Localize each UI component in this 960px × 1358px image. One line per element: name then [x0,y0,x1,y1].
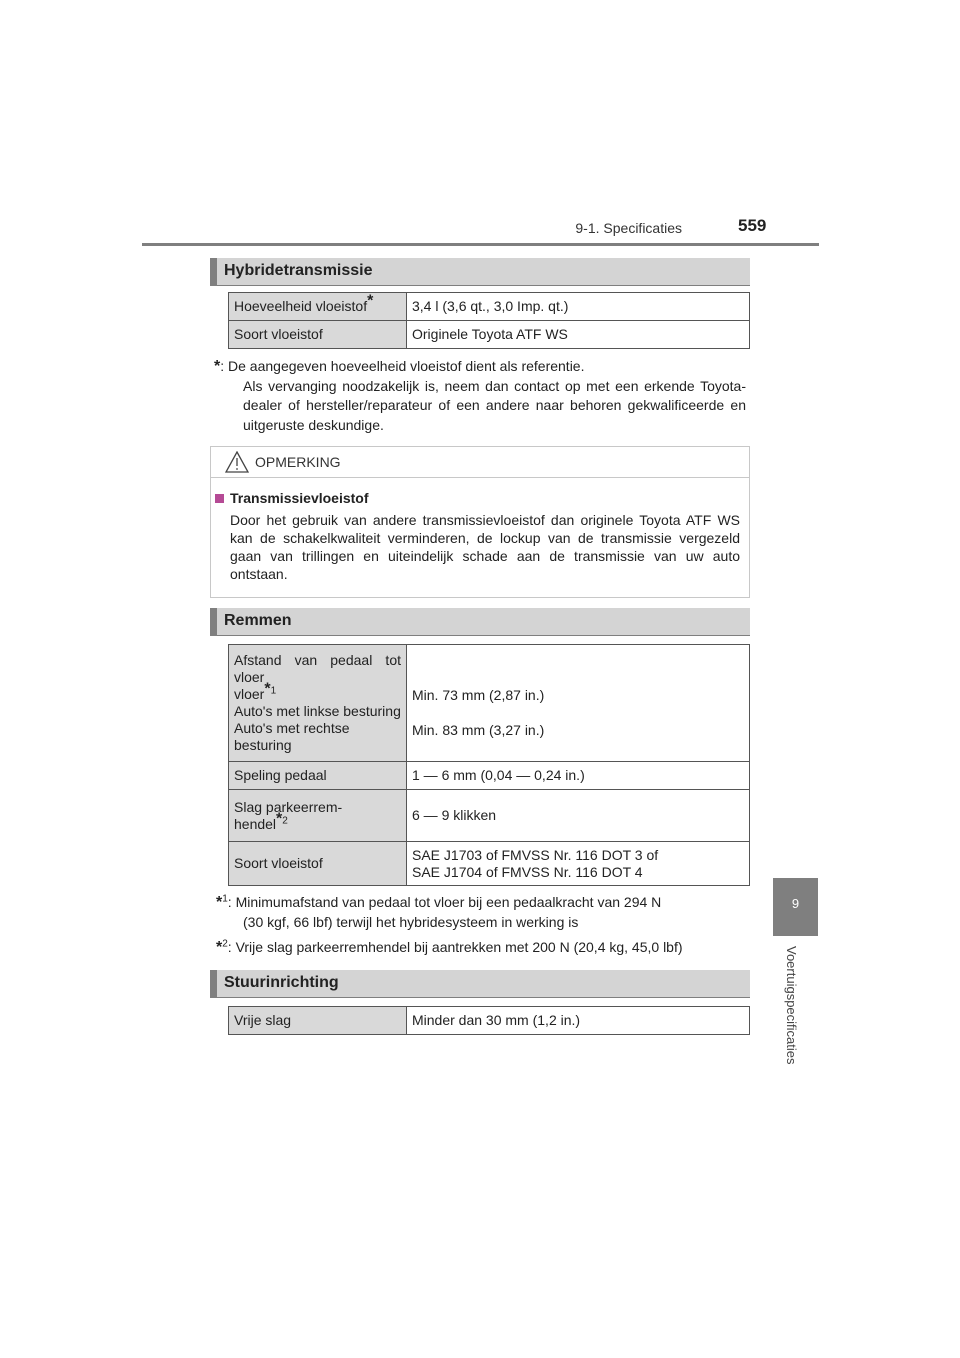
steering-table [228,1006,750,1035]
section-heading-steering-text: Stuurinrichting [224,974,339,991]
value-line: Min. 83 mm (3,27 in.) [412,722,545,738]
header-divider [142,243,819,246]
table-value: Originele Toyota ATF WS [407,321,750,349]
value-line: Min. 73 mm (2,87 in.) [412,687,545,703]
footnote-first-line: : Minimumafstand van pedaal tot vloer bij een pedaalkracht van 294 N [227,894,662,910]
table-value: 6 — 9 klikken [407,790,750,842]
page-number: 559 [738,216,767,235]
key-text: Hoeveelheid vloeistof [234,298,368,314]
section-heading-hybrid-text: Hybridetransmissie [224,262,373,279]
table-row [229,762,750,790]
table-key: Soort vloeistof [229,321,407,349]
key-line: Auto's met linkse besturing [234,703,401,719]
table-value [407,842,750,886]
key-line: Slag parkeerrem- [234,798,343,815]
key-line: Afstand van pedaal tot vloer [234,652,401,685]
table-row [229,293,750,321]
chapter-tab[interactable]: 9 [773,878,818,936]
chapter-label: Voertuigspecificaties [784,946,799,1065]
footnote-ref: 1 [222,893,228,905]
hybrid-table [228,292,750,349]
table-row [229,842,750,886]
section-heading-steering [210,970,750,998]
warning-triangle-icon [225,451,249,473]
table-key: Speling pedaal [229,762,407,790]
table-value: 1 — 6 mm (0,04 — 0,24 in.) [407,762,750,790]
footnote-first-line: : De aangegeven hoeveelheid vloeistof dient als referentie. [220,358,585,374]
table-value [407,645,750,762]
table-value: Minder dan 30 mm (1,2 in.) [407,1007,750,1035]
bullet-square-icon [215,494,224,503]
value-line: SAE J1703 of FMVSS Nr. 116 DOT 3 of [412,846,659,863]
footnote-text: : Vrije slag parkeerremhendel bij aantrekken met 200 N (20,4 kg, 45,0 lbf) [227,939,683,955]
value-line: SAE J1704 of FMVSS Nr. 116 DOT 4 [412,863,643,880]
footnote-ref: 2 [222,938,228,950]
table-row [229,645,750,762]
brakes-footnote-1: *$^1$: Minimumafstand van pedaal tot vloer bij een pedaalkracht van 294 N (30 kgf, 66 lbf) terwijl het hybridesysteem in werking is [216,893,748,932]
section-heading-brakes [210,608,750,636]
caution-body: Door het gebruik van andere transmissievloeistof dan originele Toyota ATF WS kan de schakelkwaliteit verminderen, de lockup van de transmissie vergezeld gaan van trillingen en uiteindelijk schade aan de transmissie van uw auto ontstaan. [230,512,740,582]
footnote-ref: 1 [270,685,277,697]
caution-subtitle-text: Transmissievloeistof [230,490,369,506]
key-line: hendel$^{*2}$ [234,809,288,832]
table-row [229,790,750,842]
brakes-footnote-2: *$^2$: Vrije slag parkeerremhendel bij aantrekken met 200 N (20,4 kg, 45,0 lbf) [216,938,683,956]
caution-subtitle [215,490,369,506]
table-key: Soort vloeistof [229,842,407,886]
table-key [229,790,407,842]
footnote-rest: Als vervanging noodzakelijk is, neem dan contact op met een erkende Toyota-dealer of hersteller/reparateur of een andere naar behoren gekwalificeerde en uitgeruste deskundige. [243,377,746,433]
caution-header [211,447,749,478]
brakes-table [228,644,750,886]
table-row [229,1007,750,1035]
asterisk: * [367,292,374,310]
section-title: 9-1. Specificaties [575,220,682,236]
footnote-rest: (30 kgf, 66 lbf) terwijl het hybridesysteem in werking is [243,913,579,930]
table-row [229,321,750,349]
caution-box [210,446,750,598]
table-key [229,645,407,762]
key-line: Auto's met rechtse besturing [234,720,350,753]
table-key: Vrije slag [229,1007,407,1035]
section-heading-brakes-text: Remmen [224,612,292,629]
hybrid-footnote [214,357,746,435]
section-heading-hybrid [210,258,750,286]
caution-title: OPMERKING [255,454,341,470]
table-value: 3,4 l (3,6 qt., 3,0 Imp. qt.) [407,293,750,321]
footnote-ref: 2 [282,814,288,826]
key-line: vloer$^{*1}$ [234,680,277,702]
asterisk: * [214,358,221,375]
table-key [229,293,407,321]
